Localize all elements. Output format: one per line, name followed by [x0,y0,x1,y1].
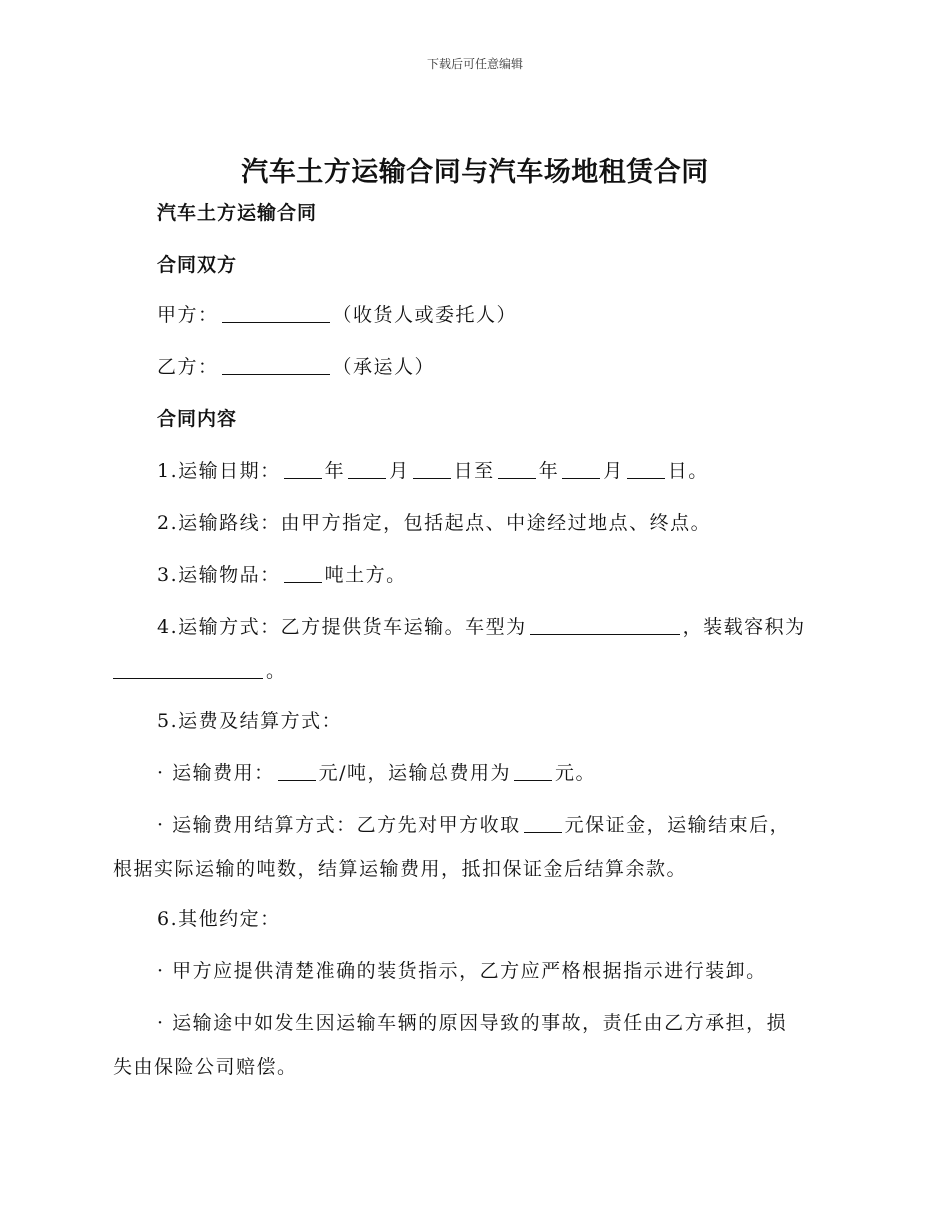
party-b-blank[interactable] [222,356,330,375]
blank-total-fee[interactable] [514,762,552,781]
item-5-fees: 5.运费及结算方式： [157,710,343,732]
month-label: 月 [603,460,624,482]
party-b-line [157,352,435,379]
section-heading-transport-contract: 汽车土方运输合同 [157,202,318,224]
blank-deposit[interactable] [524,814,562,833]
item-1-transport-date [157,456,709,483]
parties-heading: 合同双方 [157,254,238,276]
blank-start-year[interactable] [284,460,322,479]
party-a-blank[interactable] [222,304,330,323]
year-label: 年 [324,460,346,482]
item-5-fee-rate [157,758,596,785]
blank-tonnage[interactable] [284,564,322,583]
blank-load-volume[interactable] [113,660,263,679]
blank-start-month[interactable] [348,460,386,479]
item-3-suffix: 吨土方。 [324,564,407,586]
fee-rate-end: 元。 [555,762,597,784]
settlement-end: 元保证金，运输结束后， [564,814,791,836]
party-b-label: 乙方： [157,356,219,378]
fee-rate-unit: 元/吨，运输总费用为 [318,762,511,784]
party-a-label: 甲方： [157,304,219,326]
blank-end-day[interactable] [627,460,665,479]
blank-price-per-ton[interactable] [278,762,316,781]
year-label: 年 [538,460,560,482]
item-4-label: 4.运输方式：乙方提供货车运输。车型为 [157,616,527,638]
blank-start-day[interactable] [413,460,451,479]
item-3-goods [157,560,407,587]
blank-vehicle-type[interactable] [530,616,680,635]
month-label: 月 [389,460,410,482]
party-a-line [157,300,517,327]
item-4-end: 。 [266,660,287,682]
item-1-label: 1.运输日期： [157,460,281,482]
item-4-mid: ，装载容积为 [682,616,806,638]
day-end-label: 日。 [667,460,709,482]
party-b-role: （承运人） [332,356,436,378]
item-6-clause-b-continuation: 失由保险公司赔偿。 [113,1056,298,1078]
item-6-clause-a: · 甲方应提供清楚准确的装货指示，乙方应严格根据指示进行装卸。 [157,960,767,982]
blank-end-month[interactable] [562,460,600,479]
item-5-settlement-continuation: 根据实际运输的吨数，结算运输费用，抵扣保证金后结算余款。 [113,858,688,880]
item-2-route: 2.运输路线：由甲方指定，包括起点、中途经过地点、终点。 [157,512,712,534]
item-6-other: 6.其他约定： [157,908,281,930]
day-to-label: 日至 [453,460,495,482]
header-note: 下载后可任意编辑 [426,57,523,71]
document-title: 汽车土方运输合同与汽车场地租赁合同 [241,157,709,188]
party-a-role: （收货人或委托人） [332,304,518,326]
settlement-label: · 运输费用结算方式：乙方先对甲方收取 [157,814,521,836]
content-heading: 合同内容 [157,408,238,430]
blank-end-year[interactable] [498,460,536,479]
item-5-settlement [157,810,790,837]
item-6-clause-b: · 运输途中如发生因运输车辆的原因导致的事故，责任由乙方承担，损 [157,1012,788,1034]
item-4-continuation [113,656,287,683]
fee-rate-label: · 运输费用： [157,762,275,784]
item-3-label: 3.运输物品： [157,564,281,586]
item-4-transport-method [157,612,806,639]
